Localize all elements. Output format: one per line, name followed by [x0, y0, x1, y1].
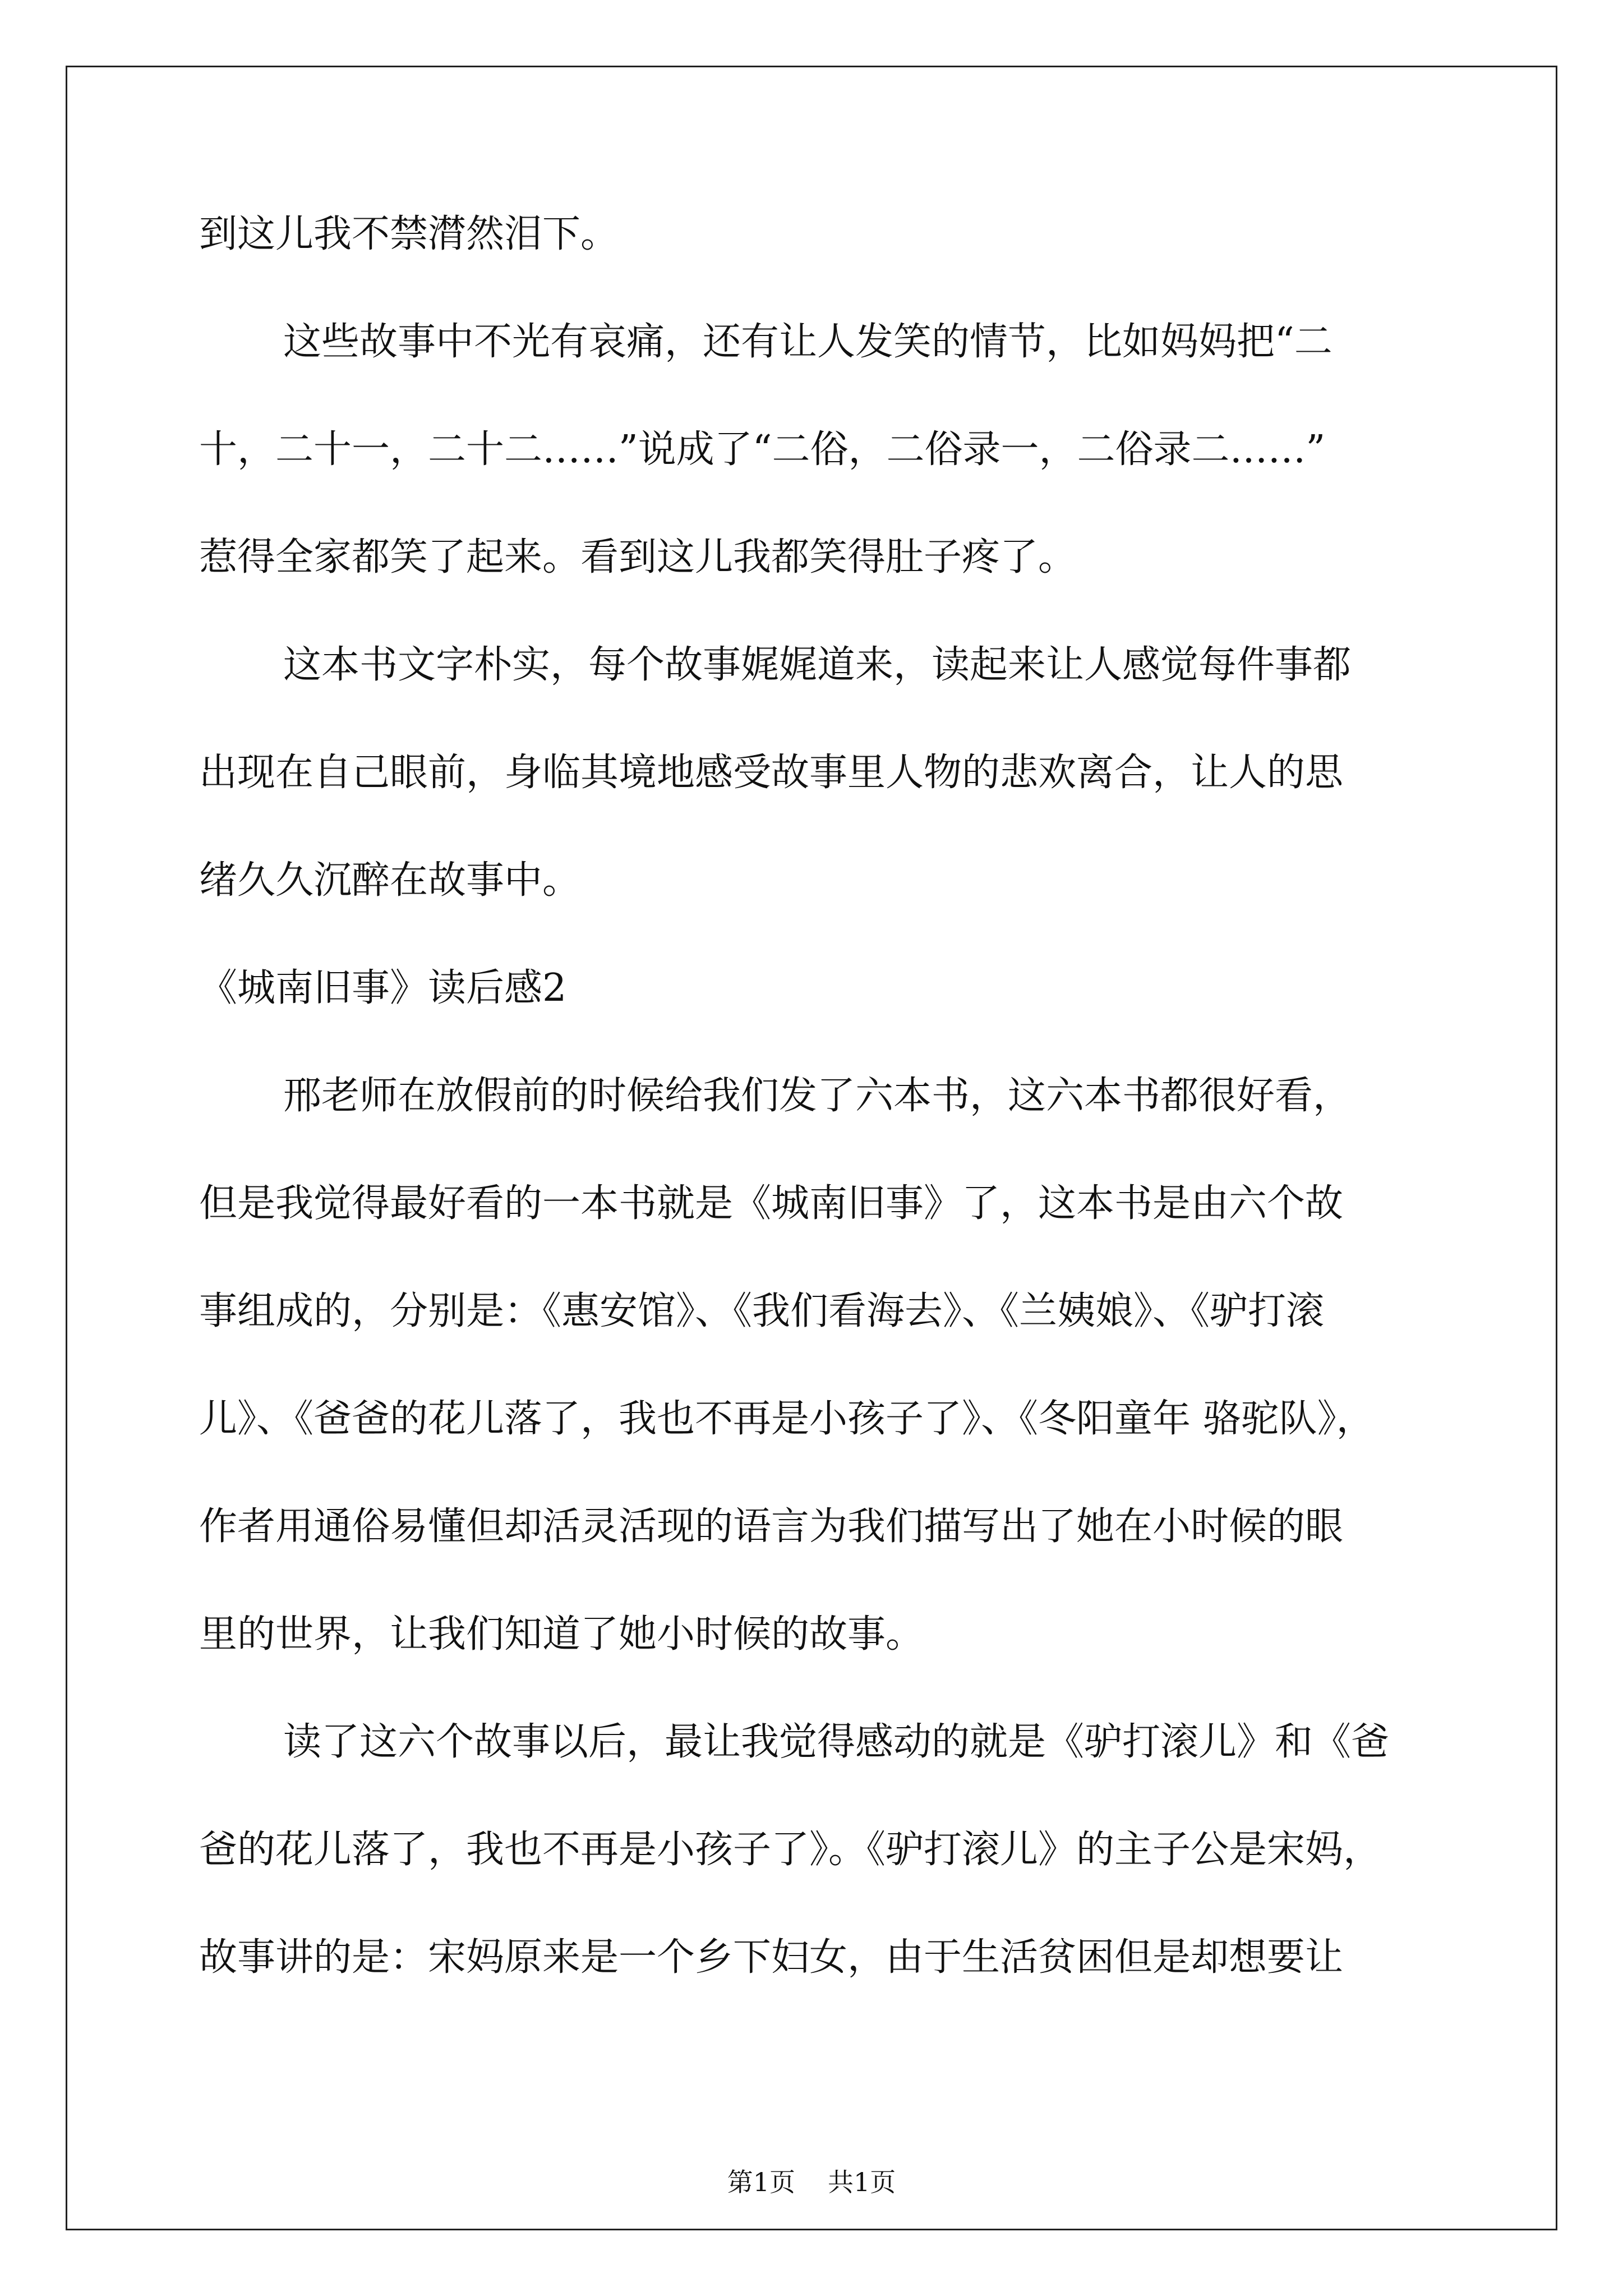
page-total: 共1页 [828, 2167, 896, 2197]
text-line: 但是我觉得最好看的一本书就是《城南旧事》了，这本书是由六个故 [199, 1181, 1344, 1226]
text-line: 这本书文字朴实，每个故事娓娓道来，读起来让人感觉每件事都 [283, 643, 1352, 687]
page-number: 第1页 [727, 2167, 795, 2197]
section-heading: 《城南旧事》读后感2 [199, 966, 567, 1010]
text-line: 读了这六个故事以后，最让我觉得感动的就是《驴打滚儿》和《爸 [283, 1720, 1390, 1764]
paragraph [199, 638, 1438, 908]
text-line: 绪久久沉醉在故事中。 [199, 858, 581, 903]
document-body [199, 208, 1438, 1985]
paragraph [199, 315, 1438, 585]
text-line: 惹得全家都笑了起来。看到这儿我都笑得肚子疼了。 [199, 535, 1077, 579]
text-line: 故事讲的是：宋妈原来是一个乡下妇女，由于生活贫困但是却想要让 [199, 1935, 1344, 1980]
paragraph [199, 1715, 1438, 1985]
text-line: 到这儿我不禁潸然泪下。 [199, 212, 619, 256]
text-line: 这些故事中不光有哀痛，还有让人发笑的情节，比如妈妈把“二 [283, 320, 1332, 364]
text-line: 爸的花儿落了，我也不再是小孩子了》。《驴打滚儿》的主子公是宋妈， [199, 1828, 1382, 1872]
text-line: 作者用通俗易懂但却活灵活现的语言为我们描写出了她在小时候的眼 [199, 1504, 1344, 1549]
paragraph [199, 1069, 1438, 1662]
text-line: 邢老师在放假前的时候给我们发了六本书，这六本书都很好看， [283, 1074, 1352, 1118]
text-line: 里的世界，让我们知道了她小时候的故事。 [199, 1612, 924, 1657]
text-line: 事组成的，分别是：《惠安馆》、《我们看海去》、《兰姨娘》、《驴打滚 [199, 1289, 1325, 1333]
text-line: 儿》、《爸爸的花儿落了，我也不再是小孩子了》、《冬阳童年 骆驼队》， [199, 1397, 1375, 1441]
text-line: 出现在自己眼前，身临其境地感受故事里人物的悲欢离合，让人的思 [199, 751, 1344, 795]
page-footer [0, 2165, 1623, 2199]
paragraph [199, 208, 1438, 261]
text-line: 十，二十一，二十二……”说成了“二俗，二俗录一，二俗录二……” [199, 427, 1326, 472]
